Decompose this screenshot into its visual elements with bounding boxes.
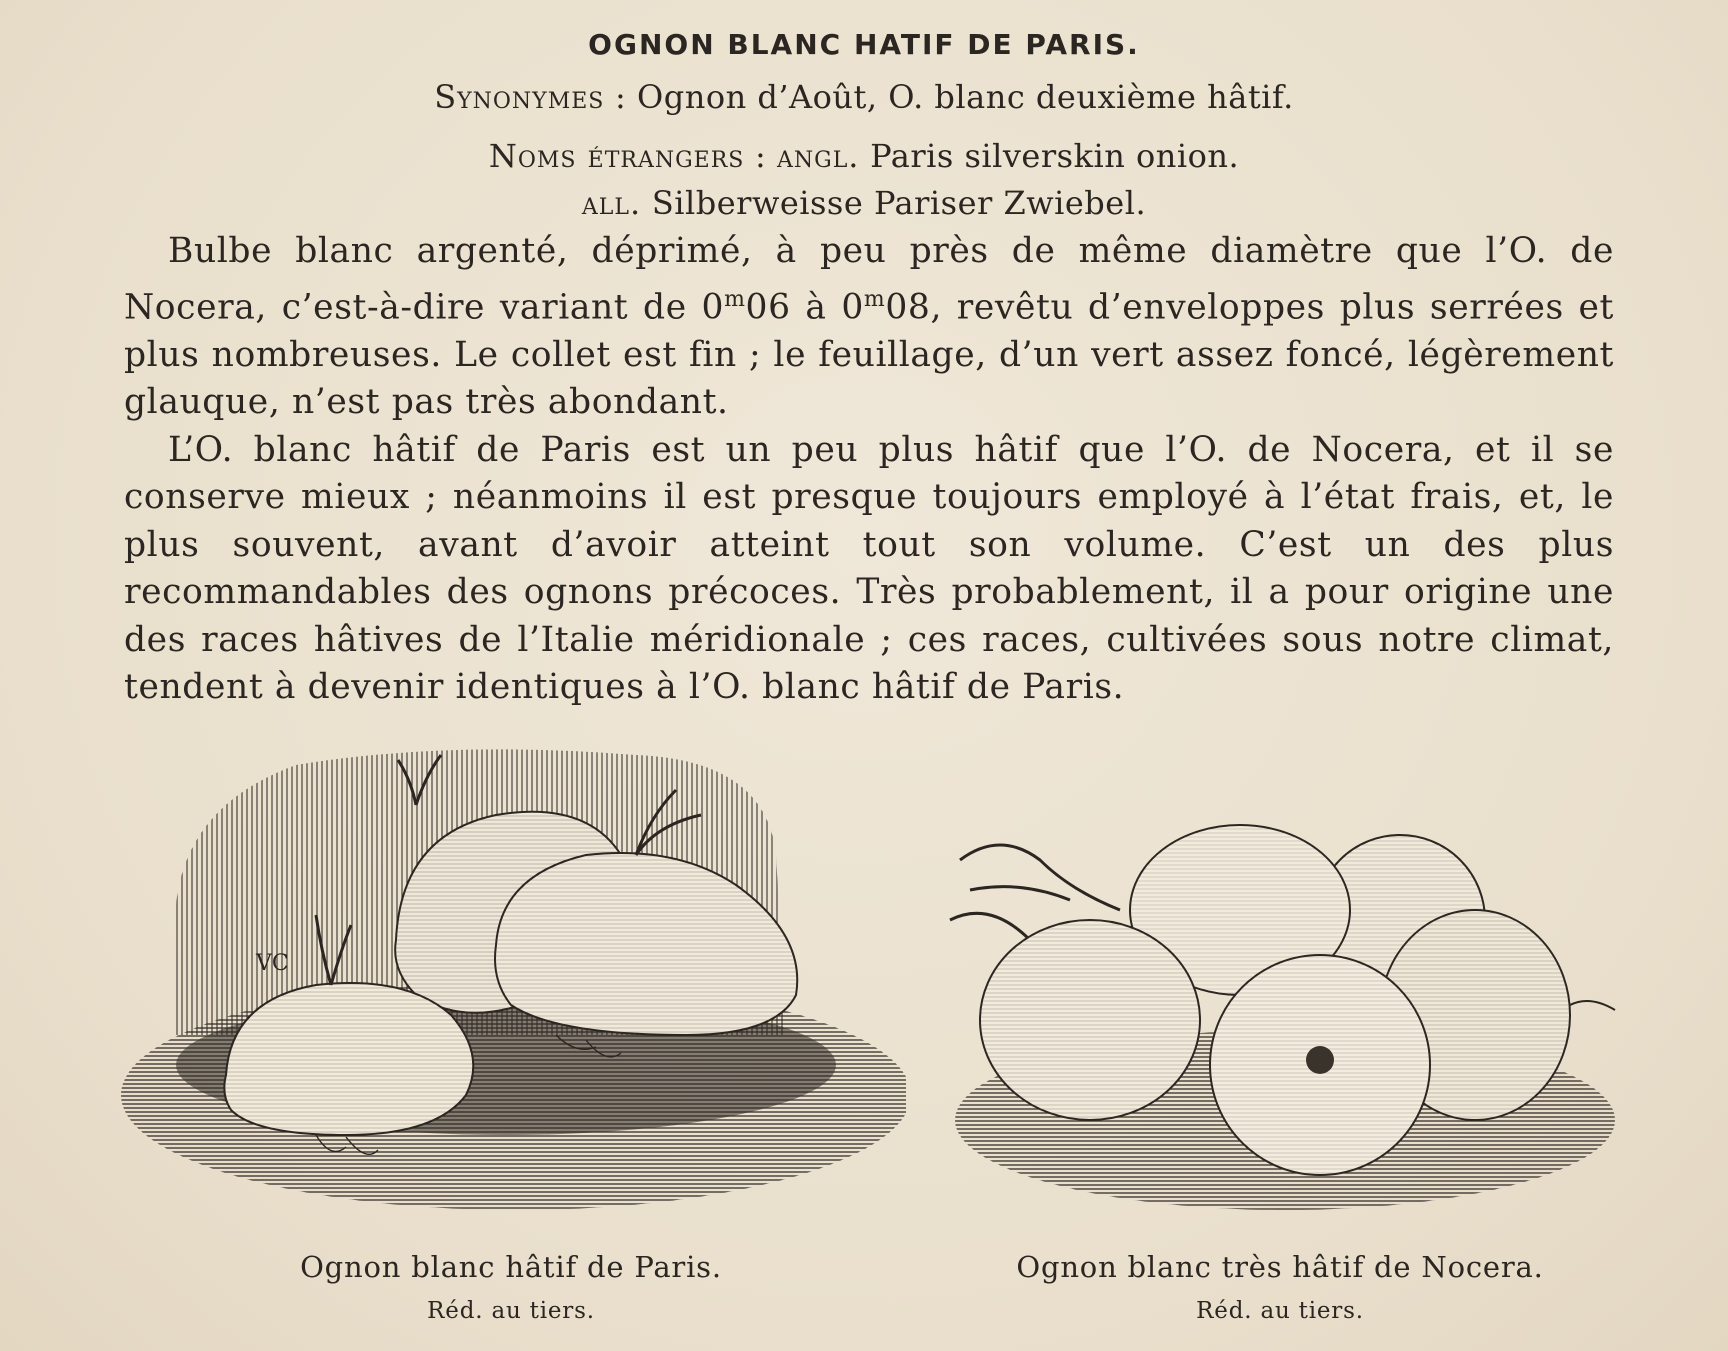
foreign-names-label: Noms étrangers xyxy=(488,137,745,175)
left-figure-scale: Réd. au tiers. xyxy=(427,1298,595,1324)
synonyms-label: Synonymes xyxy=(434,78,605,116)
right-figure-scale: Réd. au tiers. xyxy=(1196,1298,1364,1324)
foreign-names-line-english xyxy=(0,137,1728,175)
page-title: OGNON BLANC HATIF DE PARIS. xyxy=(588,28,1140,61)
foreign-names-line-german xyxy=(0,184,1728,222)
paragraph-2: L’O. blanc hâtif de Paris est un peu plus hâtif que l’O. de Nocera, et il se conserve mieux ; néanmoins il est presque toujours employé à l’état frais, et, le plus souvent, avant d’avoir atteint tout son volume. C’est un des plus recommandables des ognons précoces. Très probablement, il a pour origine une des races hâtives de l’Italie méridionale ; ces races, cultivées sous notre climat, tendent à devenir identiques à l’O. blanc hâtif de Paris. xyxy=(124,429,1614,707)
paragraph-1-part-1: Bulbe blanc argenté, déprimé, à peu près de même diamètre que l’O. de Nocera, c’est-à-dire variant de 0 xyxy=(124,231,1614,327)
synonyms-line xyxy=(0,78,1728,116)
synonyms-separator: : xyxy=(604,78,637,116)
synonyms-text: Ognon d’Août, O. blanc deuxième hâtif. xyxy=(637,78,1294,116)
paragraph-1 xyxy=(124,228,1614,427)
german-label: all. xyxy=(581,184,642,222)
german-name: Silberweisse Pariser Zwiebel. xyxy=(641,184,1147,222)
left-figure-caption: Ognon blanc hâtif de Paris. xyxy=(300,1250,722,1284)
onion-left xyxy=(980,920,1200,1120)
english-name: Paris silverskin onion. xyxy=(859,137,1240,175)
metre-superscript-1: m xyxy=(724,286,746,312)
nocera-onion-engraving xyxy=(930,820,1620,1225)
description-body xyxy=(124,228,1614,712)
foreign-names-separator: : xyxy=(744,137,777,175)
paragraph-1-part-3: 08, revêtu d’enveloppes plus serrées et plus nombreuses. Le collet est fin ; le feuillage, d’un vert assez foncé, légèrement glauque, n’est pas très abondant. xyxy=(124,287,1615,422)
onion-front-center xyxy=(1210,955,1430,1175)
metre-superscript-2: m xyxy=(863,286,886,312)
paragraph-1-part-2: 06 à 0 xyxy=(745,287,864,327)
engraver-signature: VC xyxy=(256,951,289,976)
paris-onion-engraving xyxy=(116,735,906,1225)
right-figure-caption: Ognon blanc très hâtif de Nocera. xyxy=(1016,1250,1544,1284)
english-label: angl. xyxy=(776,137,860,175)
